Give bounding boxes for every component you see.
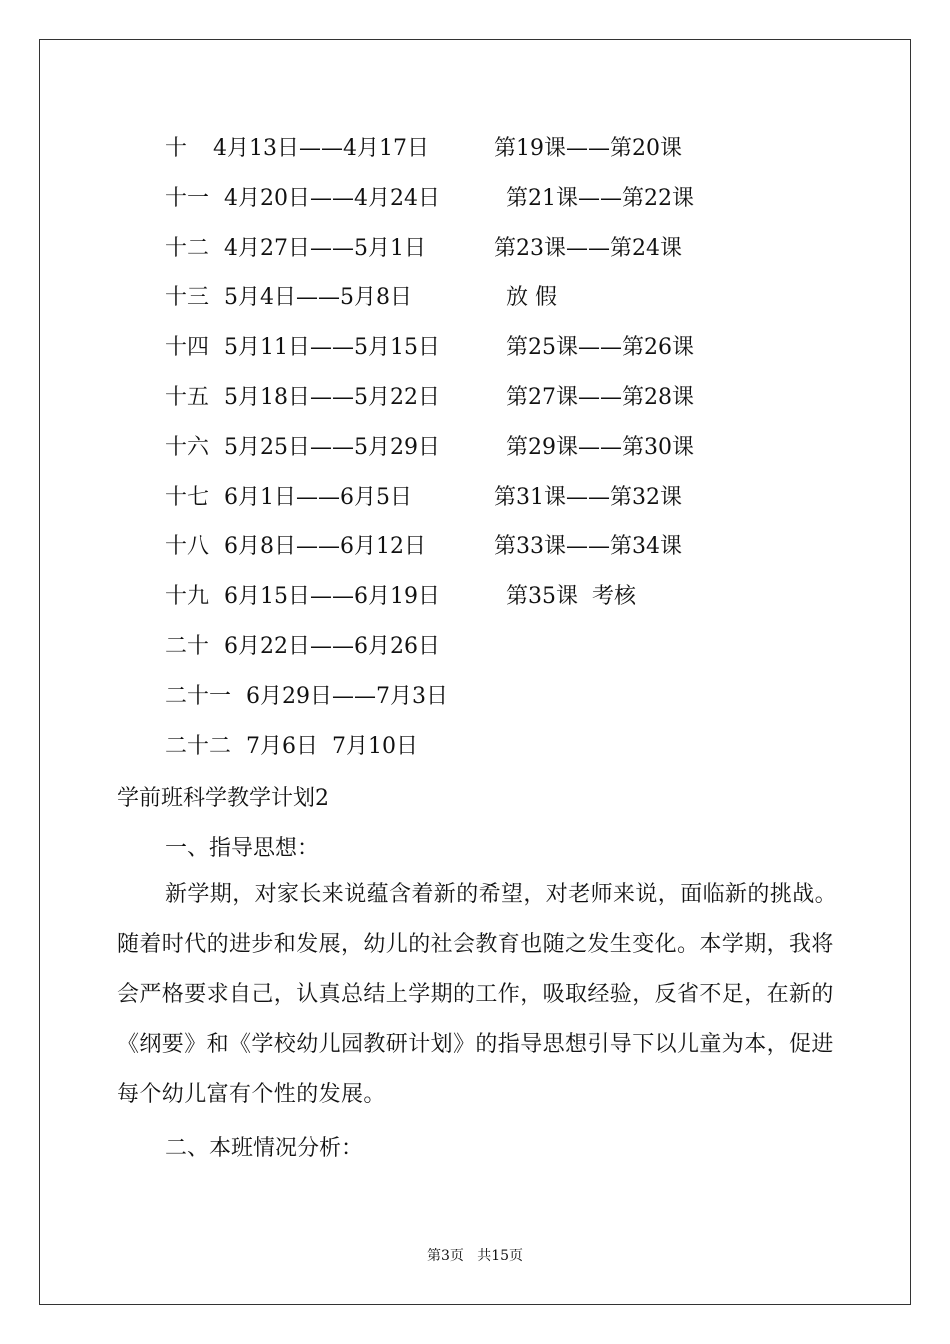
week-number: 十九 (165, 584, 210, 610)
schedule-row (165, 632, 765, 662)
section-heading-guiding-thought: 一、指导思想： (165, 836, 320, 861)
week-number: 十五 (165, 385, 210, 410)
schedule-row (165, 532, 765, 562)
week-lessons: 第21课——第22课 (506, 185, 694, 211)
week-dates: 7月6日 7月10日 (246, 733, 418, 759)
schedule-row (165, 483, 765, 513)
schedule-row (165, 184, 765, 214)
week-dates: 5月4日——5月8日 (224, 285, 412, 311)
week-dates: 4月13日——4月17日 (213, 136, 429, 161)
document-title: 学前班科学教学计划2 (117, 786, 329, 811)
week-dates: 4月27日——5月1日 (224, 235, 426, 261)
week-number: 十一 (165, 185, 210, 211)
week-dates: 5月18日——5月22日 (224, 385, 440, 410)
schedule-row (165, 333, 765, 363)
week-dates: 6月1日——6月5日 (224, 484, 412, 510)
schedule-row (165, 134, 765, 164)
week-dates: 6月8日——6月12日 (224, 534, 426, 560)
week-lessons: 第29课——第30课 (506, 434, 694, 460)
section-heading-class-analysis: 二、本班情况分析： (165, 1136, 364, 1161)
schedule-row (165, 383, 765, 413)
week-number: 二十 (165, 634, 210, 659)
schedule-row (165, 283, 765, 313)
week-number: 二十一 (165, 683, 232, 709)
week-number: 十六 (165, 434, 210, 460)
week-number: 十 (165, 136, 188, 161)
week-dates: 5月25日——5月29日 (224, 434, 440, 460)
schedule-row (165, 682, 765, 712)
week-dates: 6月22日——6月26日 (224, 634, 440, 659)
week-dates: 6月29日——7月3日 (246, 683, 448, 709)
schedule-row (165, 433, 765, 463)
week-lessons: 第33课——第34课 (494, 534, 682, 560)
week-dates: 4月20日——4月24日 (224, 185, 440, 211)
week-number: 十八 (165, 534, 210, 560)
week-lessons: 第31课——第32课 (494, 484, 682, 510)
week-number: 二十二 (165, 733, 232, 759)
week-lessons: 第35课 考核 (506, 584, 636, 610)
week-number: 十二 (165, 235, 210, 261)
week-lessons: 第27课——第28课 (506, 385, 694, 410)
week-lessons: 第19课——第20课 (494, 136, 682, 161)
page-footer: 第3页 共15页 (426, 1248, 524, 1264)
schedule-row (165, 582, 765, 612)
week-lessons: 第25课——第26课 (506, 335, 694, 361)
week-number: 十七 (165, 484, 210, 510)
schedule-row (165, 234, 765, 264)
section-paragraph-guiding-thought: 新学期，对家长来说蕴含着新的希望，对老师来说，面临新的挑战。随着时代的进步和发展，幼儿的社会教育也随之发生变化。本学期，我将会严格要求自己，认真总结上学期的工作，吸取经验，反省不足，在新的《纲要》和《学校幼儿园教研计划》的指导思想引导下以儿童为本，促进每个幼儿富有个性的发展。 (117, 882, 838, 1107)
week-dates: 6月15日——6月19日 (224, 584, 440, 610)
week-dates: 5月11日——5月15日 (224, 335, 440, 361)
week-lessons: 放 假 (506, 285, 557, 311)
week-lessons: 第23课——第24课 (494, 235, 682, 261)
week-number: 十三 (165, 285, 210, 311)
week-number: 十四 (165, 335, 210, 361)
schedule-row (165, 732, 765, 762)
